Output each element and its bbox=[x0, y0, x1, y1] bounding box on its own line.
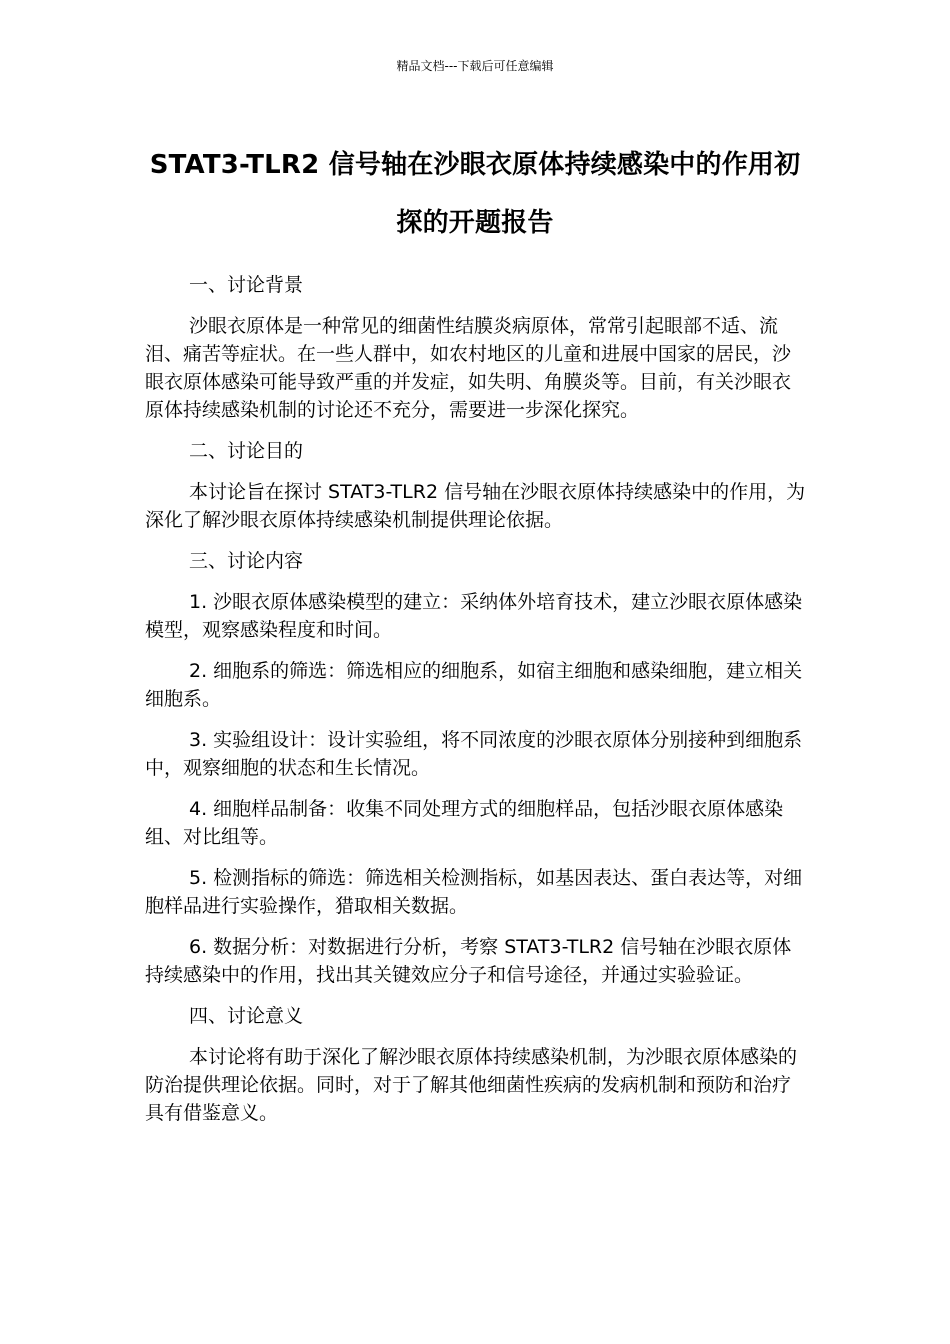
paragraph-purpose: 本讨论旨在探讨 STAT3-TLR2 信号轴在沙眼衣原体持续感染中的作用，为深化了解沙眼衣原体持续感染机制提供理论依据。 bbox=[145, 481, 806, 531]
section-heading-content: 三、讨论内容 bbox=[189, 550, 304, 572]
list-item: 5. 检测指标的筛选：筛选相关检测指标，如基因表达、蛋白表达等，对细胞样品进行实验操作，猎取相关数据。 bbox=[145, 867, 803, 917]
page-header-note: 精品文档---下载后可任意编辑 bbox=[396, 59, 554, 73]
paragraph-background: 沙眼衣原体是一种常见的细菌性结膜炎病原体，常常引起眼部不适、流泪、痛苦等症状。在一些人群中，如农村地区的儿童和进展中国家的居民，沙眼衣原体感染可能导致严重的并发症，如失明、角膜炎等。目前，有关沙眼衣原体持续感染机制的讨论还不充分，需要进一步深化探究。 bbox=[145, 315, 792, 421]
section-heading-background: 一、讨论背景 bbox=[189, 274, 304, 296]
section-heading-significance: 四、讨论意义 bbox=[189, 1005, 304, 1027]
list-item: 1. 沙眼衣原体感染模型的建立：采纳体外培育技术，建立沙眼衣原体感染模型，观察感染程度和时间。 bbox=[145, 591, 803, 641]
list-item: 2. 细胞系的筛选：筛选相应的细胞系，如宿主细胞和感染细胞，建立相关细胞系。 bbox=[145, 660, 803, 710]
list-item: 4. 细胞样品制备：收集不同处理方式的细胞样品，包括沙眼衣原体感染组、对比组等。 bbox=[145, 798, 784, 848]
section-heading-purpose: 二、讨论目的 bbox=[189, 440, 304, 462]
list-item: 6. 数据分析：对数据进行分析，考察 STAT3-TLR2 信号轴在沙眼衣原体持续感染中的作用，找出其关键效应分子和信号途径，并通过实验验证。 bbox=[145, 936, 792, 986]
list-item: 3. 实验组设计：设计实验组，将不同浓度的沙眼衣原体分别接种到细胞系中，观察细胞的状态和生长情况。 bbox=[145, 729, 803, 779]
document-body bbox=[145, 271, 807, 1140]
paragraph-significance: 本讨论将有助于深化了解沙眼衣原体持续感染机制，为沙眼衣原体感染的防治提供理论依据。同时，对于了解其他细菌性疾病的发病机制和预防和治疗具有借鉴意义。 bbox=[145, 1046, 798, 1124]
document-title: STAT3-TLR2 信号轴在沙眼衣原体持续感染中的作用初探的开题报告 bbox=[149, 150, 801, 238]
